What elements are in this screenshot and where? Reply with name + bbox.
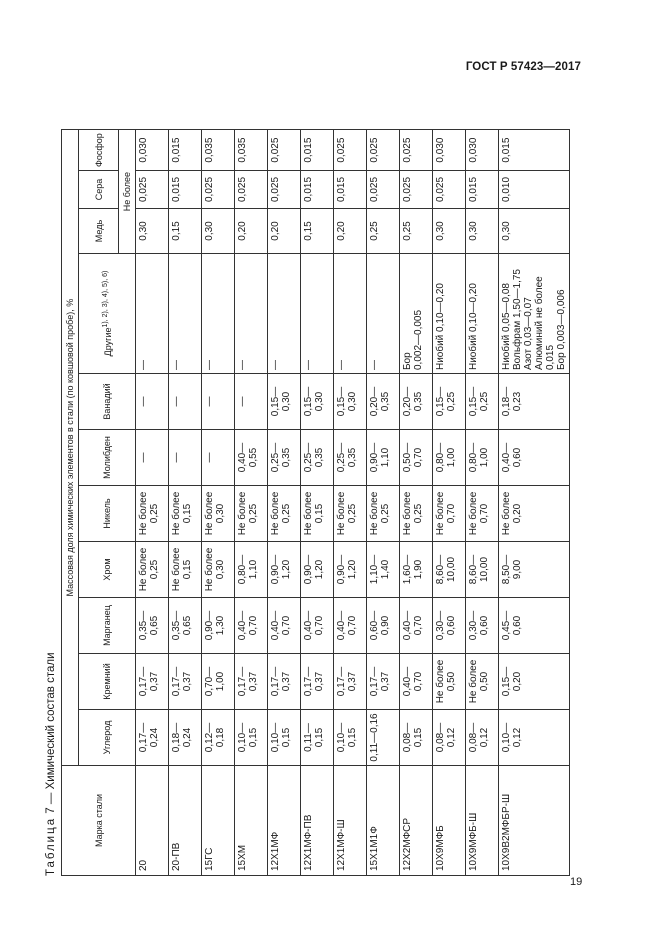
table-row	[400, 130, 433, 876]
table-row	[235, 130, 268, 876]
cell-vanadium: —	[169, 374, 202, 430]
cell-molybdenum: 0,90— 1,10	[367, 430, 400, 486]
cell-nickel: Не более 0,25	[334, 486, 367, 542]
caption-label: Таблица	[45, 816, 57, 876]
cell-other: Ниобий 0,10—0,20	[433, 254, 466, 374]
cell-vanadium: 0,18— 0,23	[499, 374, 570, 430]
cell-copper: 0,30	[202, 209, 235, 254]
cell-chromium: 8,50— 9,00	[499, 542, 570, 598]
header-chromium: Хром	[79, 542, 136, 598]
header-nickel: Никель	[79, 486, 136, 542]
cell-carbon: 0,08— 0,12	[466, 710, 499, 766]
cell-chromium: 8,60— 10,00	[433, 542, 466, 598]
cell-manganese: 0,30— 0,60	[466, 598, 499, 654]
cell-silicon: 0,17— 0,37	[334, 654, 367, 710]
cell-grade: 15ХМ	[235, 766, 268, 876]
cell-manganese: 0,40— 0,70	[400, 598, 433, 654]
cell-grade: 15Х1М1Ф	[367, 766, 400, 876]
cell-vanadium: 0,15— 0,30	[268, 374, 301, 430]
cell-carbon: 0,10— 0,15	[268, 710, 301, 766]
cell-carbon: 0,10— 0,15	[235, 710, 268, 766]
table-row	[466, 130, 499, 876]
cell-molybdenum: 0,80— 1,00	[433, 430, 466, 486]
cell-other: —	[301, 254, 334, 374]
cell-grade: 15ГС	[202, 766, 235, 876]
cell-chromium: 1,60— 1,90	[400, 542, 433, 598]
cell-copper: 0,25	[367, 209, 400, 254]
cell-carbon: 0,17— 0,24	[136, 710, 169, 766]
header-not-more: Не более	[119, 130, 136, 254]
cell-nickel: Не более 0,25	[400, 486, 433, 542]
cell-phosphorus: 0,030	[433, 130, 466, 171]
cell-molybdenum: 0,25— 0,35	[301, 430, 334, 486]
cell-vanadium: 0,15— 0,25	[433, 374, 466, 430]
cell-chromium: 0,90— 1,20	[268, 542, 301, 598]
header-other-footnotes: 1), 2), 3), 4), 5), 6)	[102, 270, 109, 328]
cell-nickel: Не более 0,25	[268, 486, 301, 542]
cell-manganese: 0,35— 0,65	[136, 598, 169, 654]
cell-manganese: 0,60— 0,90	[367, 598, 400, 654]
cell-nickel: Не более 0,70	[433, 486, 466, 542]
cell-molybdenum: 0,25— 0,35	[268, 430, 301, 486]
header-sulfur: Сера	[79, 171, 119, 209]
cell-phosphorus: 0,030	[136, 130, 169, 171]
cell-chromium: 0,90— 1,20	[301, 542, 334, 598]
cell-chromium: Не более 0,15	[169, 542, 202, 598]
cell-carbon: 0,11—0,16	[367, 710, 400, 766]
cell-carbon: 0,10— 0,15	[334, 710, 367, 766]
header-vanadium: Ванадий	[79, 374, 136, 430]
cell-vanadium: 0,20— 0,35	[367, 374, 400, 430]
cell-sulfur: 0,025	[202, 171, 235, 209]
cell-sulfur: 0,015	[301, 171, 334, 209]
cell-nickel: Не более 0,30	[202, 486, 235, 542]
header-carbon: Углерод	[79, 710, 136, 766]
cell-nickel: Не более 0,15	[169, 486, 202, 542]
cell-molybdenum: —	[169, 430, 202, 486]
cell-manganese: 0,40— 0,70	[334, 598, 367, 654]
cell-carbon: 0,18— 0,24	[169, 710, 202, 766]
cell-chromium: Не более 0,30	[202, 542, 235, 598]
cell-carbon: 0,08— 0,12	[433, 710, 466, 766]
table-row	[301, 130, 334, 876]
cell-carbon: 0,08— 0,15	[400, 710, 433, 766]
cell-molybdenum: 0,25— 0,35	[334, 430, 367, 486]
cell-carbon: 0,10— 0,12	[499, 710, 570, 766]
cell-phosphorus: 0,035	[202, 130, 235, 171]
cell-copper: 0,30	[136, 209, 169, 254]
header-copper: Медь	[79, 209, 119, 254]
cell-sulfur: 0,025	[268, 171, 301, 209]
cell-silicon: 0,17— 0,37	[367, 654, 400, 710]
cell-silicon: 0,15— 0,20	[499, 654, 570, 710]
cell-vanadium: 0,15— 0,25	[466, 374, 499, 430]
cell-carbon: 0,12— 0,18	[202, 710, 235, 766]
cell-phosphorus: 0,025	[268, 130, 301, 171]
table-row	[367, 130, 400, 876]
cell-other: Ниобий 0,10—0,20	[466, 254, 499, 374]
cell-nickel: Не более 0,25	[136, 486, 169, 542]
cell-nickel: Не более 0,15	[301, 486, 334, 542]
table-row	[268, 130, 301, 876]
header-other	[79, 254, 136, 374]
cell-nickel: Не более 0,25	[367, 486, 400, 542]
cell-other: —	[235, 254, 268, 374]
cell-grade: 10Х9В2МФБР-Ш	[499, 766, 570, 876]
cell-copper: 0,25	[400, 209, 433, 254]
cell-silicon: 0,17— 0,37	[169, 654, 202, 710]
cell-manganese: 0,40— 0,70	[301, 598, 334, 654]
cell-vanadium: 0,15— 0,30	[301, 374, 334, 430]
cell-manganese: 0,90— 1,30	[202, 598, 235, 654]
cell-sulfur: 0,025	[400, 171, 433, 209]
cell-molybdenum: 0,40— 0,55	[235, 430, 268, 486]
cell-chromium: Не более 0,25	[136, 542, 169, 598]
cell-other: —	[136, 254, 169, 374]
table-row	[433, 130, 466, 876]
cell-manganese: 0,30— 0,60	[433, 598, 466, 654]
cell-other: —	[268, 254, 301, 374]
caption-title: Химический состав стали	[45, 652, 57, 790]
cell-other: —	[202, 254, 235, 374]
cell-phosphorus: 0,030	[466, 130, 499, 171]
rotated-table-block	[44, 85, 581, 876]
cell-phosphorus: 0,015	[301, 130, 334, 171]
cell-sulfur: 0,025	[235, 171, 268, 209]
header-silicon: Кремний	[79, 654, 136, 710]
cell-vanadium: —	[235, 374, 268, 430]
cell-manganese: 0,40— 0,70	[235, 598, 268, 654]
cell-other: —	[367, 254, 400, 374]
cell-copper: 0,30	[433, 209, 466, 254]
cell-chromium: 0,90— 1,20	[334, 542, 367, 598]
cell-molybdenum: 0,80— 1,00	[466, 430, 499, 486]
page-number: 19	[570, 876, 583, 888]
cell-manganese: 0,35— 0,65	[169, 598, 202, 654]
header-mass-fraction: Массовая доля химических элементов в стали (по ковшовой пробе), %	[62, 130, 79, 766]
cell-other: Ниобий 0,05—0,08 Вольфрам 1,50—1,75 Азот 0,03—0,07 Алюминий не более 0,015 Бор 0,003—0,006	[499, 254, 570, 374]
cell-molybdenum: 0,40— 0,60	[499, 430, 570, 486]
cell-nickel: Не более 0,20	[499, 486, 570, 542]
cell-vanadium: —	[202, 374, 235, 430]
cell-phosphorus: 0,025	[400, 130, 433, 171]
cell-other: —	[169, 254, 202, 374]
cell-grade: 12Х1МФ-ПВ	[301, 766, 334, 876]
cell-grade: 10Х9МФБ-Ш	[466, 766, 499, 876]
caption-dash: —	[45, 792, 57, 805]
cell-grade: 20	[136, 766, 169, 876]
table-row	[499, 130, 570, 876]
cell-nickel: Не более 0,25	[235, 486, 268, 542]
cell-vanadium: 0,15— 0,30	[334, 374, 367, 430]
header-manganese: Марганец	[79, 598, 136, 654]
cell-other: Бор 0,002—0,005	[400, 254, 433, 374]
cell-manganese: 0,40— 0,70	[268, 598, 301, 654]
cell-copper: 0,15	[169, 209, 202, 254]
cell-sulfur: 0,025	[367, 171, 400, 209]
cell-chromium: 0,80— 1,10	[235, 542, 268, 598]
cell-sulfur: 0,015	[169, 171, 202, 209]
cell-sulfur: 0,015	[334, 171, 367, 209]
cell-chromium: 8,60— 10,00	[466, 542, 499, 598]
cell-carbon: 0,11— 0,15	[301, 710, 334, 766]
cell-vanadium: 0,20— 0,35	[400, 374, 433, 430]
header-phosphorus: Фосфор	[79, 130, 119, 171]
table-row	[334, 130, 367, 876]
cell-sulfur: 0,015	[466, 171, 499, 209]
cell-other: —	[334, 254, 367, 374]
cell-grade: 20-ПВ	[169, 766, 202, 876]
cell-phosphorus: 0,025	[367, 130, 400, 171]
table-body	[136, 130, 570, 876]
cell-chromium: 1,10— 1,40	[367, 542, 400, 598]
cell-manganese: 0,45— 0,60	[499, 598, 570, 654]
cell-silicon: 0,40— 0,70	[400, 654, 433, 710]
cell-sulfur: 0,025	[433, 171, 466, 209]
cell-molybdenum: —	[136, 430, 169, 486]
cell-vanadium: —	[136, 374, 169, 430]
table-row	[136, 130, 169, 876]
cell-sulfur: 0,010	[499, 171, 570, 209]
cell-phosphorus: 0,025	[334, 130, 367, 171]
cell-copper: 0,30	[499, 209, 570, 254]
header-molybdenum: Молибден	[79, 430, 136, 486]
cell-silicon: 0,17— 0,37	[268, 654, 301, 710]
cell-grade: 10Х9МФБ	[433, 766, 466, 876]
cell-molybdenum: —	[202, 430, 235, 486]
cell-copper: 0,30	[466, 209, 499, 254]
cell-silicon: 0,17— 0,37	[235, 654, 268, 710]
cell-phosphorus: 0,035	[235, 130, 268, 171]
cell-phosphorus: 0,015	[499, 130, 570, 171]
cell-grade: 12Х1МФ-Ш	[334, 766, 367, 876]
cell-phosphorus: 0,015	[169, 130, 202, 171]
document-code: ГОСТ Р 57423—2017	[465, 61, 581, 73]
cell-grade: 12Х1МФ	[268, 766, 301, 876]
cell-copper: 0,15	[301, 209, 334, 254]
cell-silicon: Не более 0,50	[466, 654, 499, 710]
table-caption	[44, 652, 58, 876]
cell-silicon: Не более 0,50	[433, 654, 466, 710]
cell-copper: 0,20	[235, 209, 268, 254]
cell-copper: 0,20	[268, 209, 301, 254]
caption-number: 7	[45, 807, 57, 814]
table-row	[169, 130, 202, 876]
cell-silicon: 0,70— 1,00	[202, 654, 235, 710]
cell-molybdenum: 0,50— 0,70	[400, 430, 433, 486]
cell-silicon: 0,17— 0,37	[136, 654, 169, 710]
header-grade: Марка стали	[62, 766, 136, 876]
cell-sulfur: 0,025	[136, 171, 169, 209]
header-other-label: Другие	[103, 327, 113, 357]
cell-grade: 12Х2МФСР	[400, 766, 433, 876]
cell-nickel: Не более 0,70	[466, 486, 499, 542]
table-row	[202, 130, 235, 876]
chemical-composition-table	[61, 129, 570, 876]
cell-copper: 0,20	[334, 209, 367, 254]
cell-silicon: 0,17— 0,37	[301, 654, 334, 710]
